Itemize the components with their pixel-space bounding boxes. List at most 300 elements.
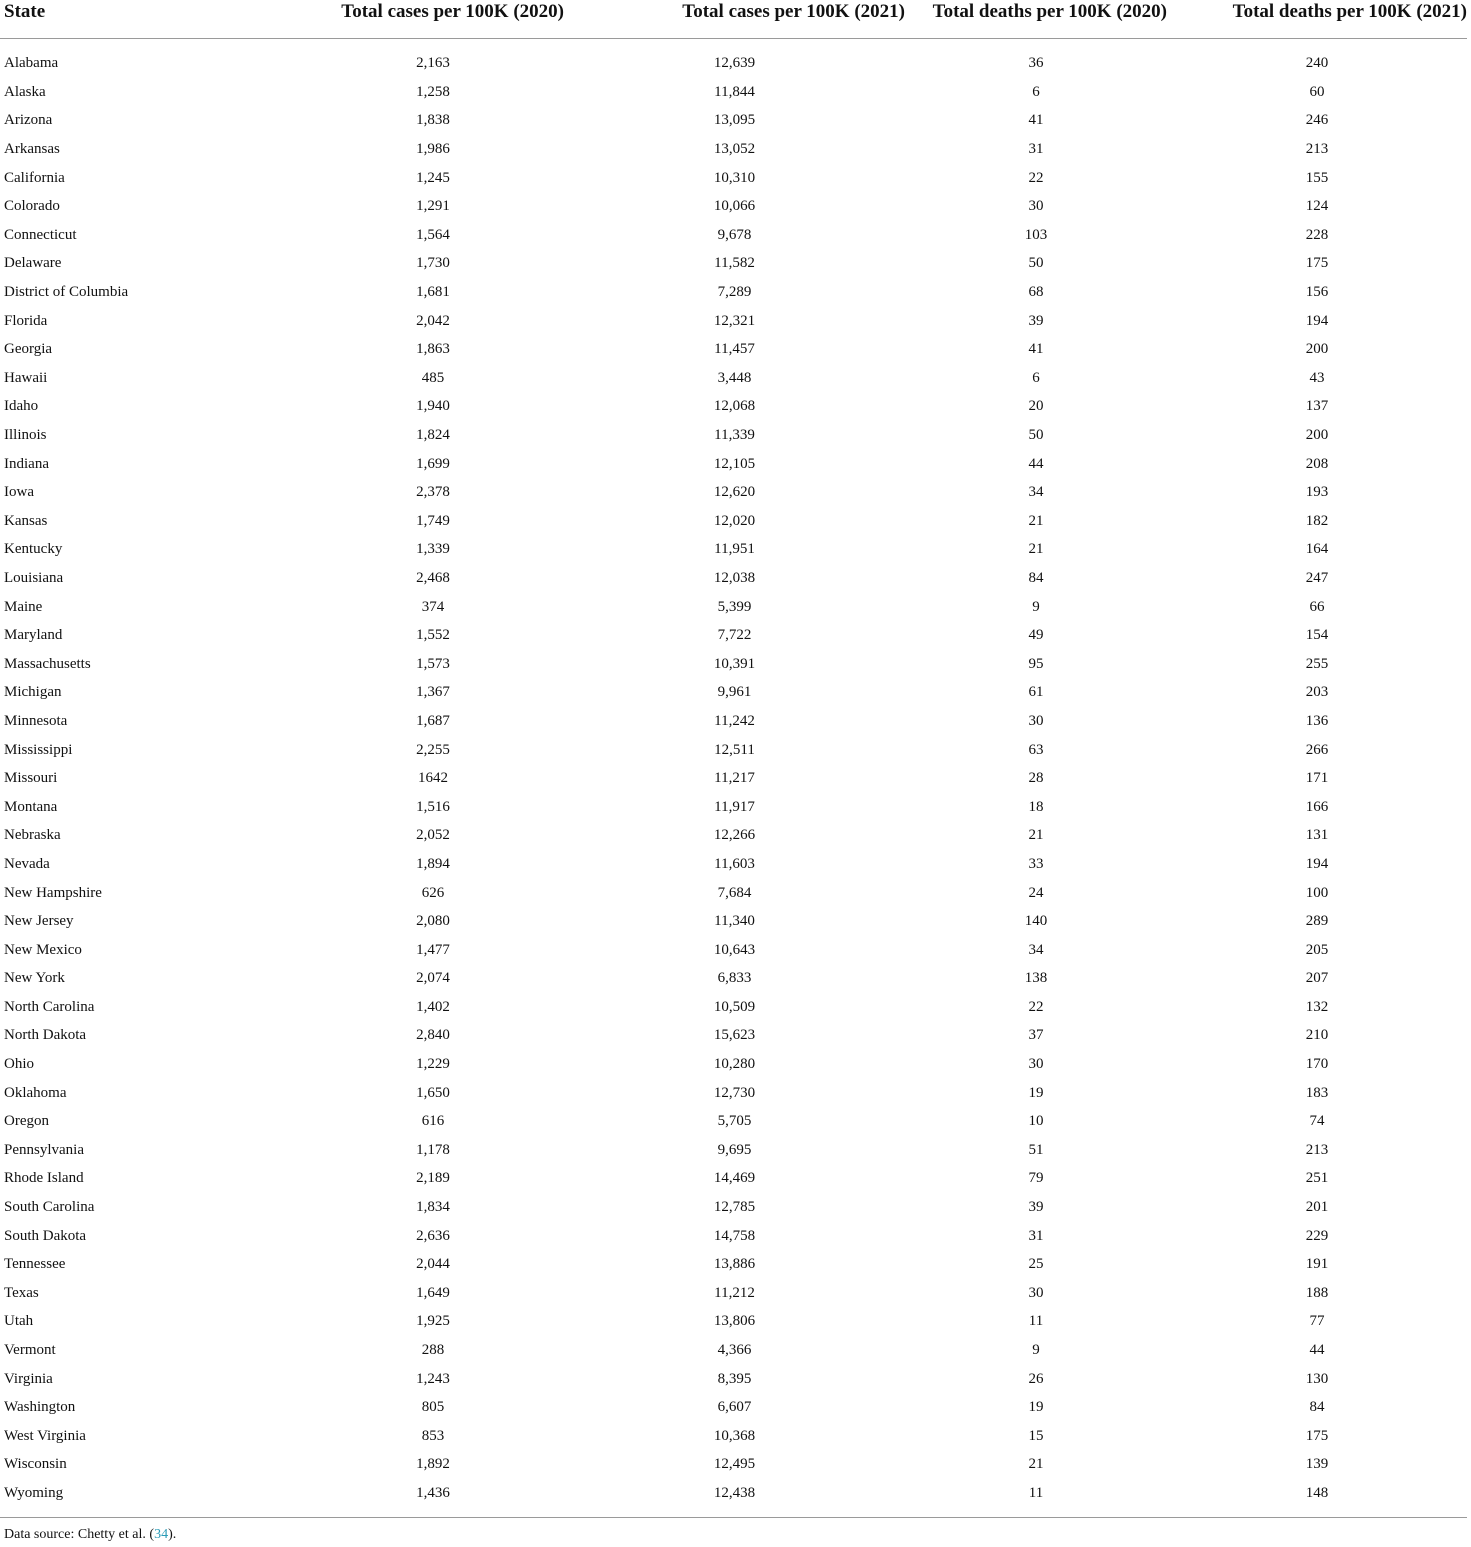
cell-deaths-2021: 175	[1305, 255, 1329, 272]
cell-cases-2021: 12,495	[713, 1456, 756, 1473]
cell-cases-2021: 12,438	[713, 1484, 756, 1501]
cell-deaths-2021: 213	[1305, 141, 1329, 158]
table-row	[0, 1250, 1467, 1279]
cell-state: Alabama	[4, 55, 59, 72]
cell-cases-2020: 1,681	[416, 284, 450, 301]
cell-deaths-2020: 25	[1028, 1256, 1044, 1273]
cell-cases-2021: 11,340	[714, 913, 755, 930]
cell-deaths-2021: 229	[1305, 1227, 1329, 1244]
cell-cases-2021: 12,511	[714, 741, 755, 758]
cell-deaths-2020: 21	[1028, 827, 1044, 844]
cell-deaths-2020: 6	[1032, 369, 1040, 386]
cell-deaths-2021: 203	[1305, 684, 1329, 701]
table-row	[0, 278, 1467, 307]
header-row	[0, 0, 1467, 39]
table-row	[0, 764, 1467, 793]
cell-state: Missouri	[4, 770, 58, 787]
cell-cases-2021: 10,066	[713, 198, 756, 215]
cell-deaths-2020: 63	[1028, 741, 1044, 758]
cell-deaths-2020: 39	[1028, 1199, 1044, 1216]
cell-cases-2020: 2,080	[416, 913, 450, 930]
cell-deaths-2020: 79	[1028, 1170, 1044, 1187]
table-row	[0, 821, 1467, 850]
footnote-suffix: ).	[168, 1527, 177, 1542]
cell-cases-2021: 14,469	[713, 1170, 756, 1187]
cell-deaths-2020: 41	[1028, 341, 1044, 358]
cell-cases-2021: 9,961	[717, 684, 752, 701]
table-row	[0, 735, 1467, 764]
cell-cases-2020: 1,834	[416, 1199, 450, 1216]
cell-deaths-2021: 200	[1305, 427, 1329, 444]
cell-deaths-2021: 213	[1305, 1141, 1329, 1158]
header-deaths-2020: Total deaths per 100K (2020)	[905, 0, 1167, 39]
table-row	[0, 39, 1467, 78]
cell-deaths-2021: 148	[1305, 1484, 1329, 1501]
cell-cases-2020: 1,477	[416, 941, 450, 958]
cell-cases-2020: 1,178	[416, 1141, 450, 1158]
cell-deaths-2021: 208	[1305, 455, 1329, 472]
cell-state: Kentucky	[4, 541, 63, 558]
cell-cases-2021: 12,068	[713, 398, 756, 415]
cell-state: North Carolina	[4, 998, 95, 1015]
cell-cases-2020: 1,573	[416, 655, 450, 672]
cell-cases-2021: 12,266	[713, 827, 756, 844]
table-row	[0, 392, 1467, 421]
cell-state: Idaho	[4, 398, 39, 415]
table-row	[0, 106, 1467, 135]
table-row	[0, 421, 1467, 450]
cell-state: Mississippi	[4, 741, 73, 758]
cell-cases-2021: 11,457	[714, 341, 755, 358]
cell-state: Louisiana	[4, 569, 64, 586]
cell-state: California	[4, 169, 65, 186]
cell-state: Iowa	[4, 484, 34, 501]
table-row	[0, 1021, 1467, 1050]
cell-deaths-2020: 103	[1024, 226, 1048, 243]
cell-cases-2021: 11,242	[714, 712, 755, 729]
table-row	[0, 78, 1467, 107]
cell-cases-2021: 13,886	[713, 1256, 756, 1273]
cell-deaths-2020: 33	[1028, 855, 1044, 872]
cell-cases-2021: 12,038	[713, 569, 756, 586]
table-row	[0, 964, 1467, 993]
cell-cases-2020: 1,258	[416, 83, 450, 100]
table-row	[0, 1393, 1467, 1422]
cell-deaths-2021: 210	[1305, 1027, 1329, 1044]
cell-cases-2020: 2,378	[416, 484, 450, 501]
cell-deaths-2020: 51	[1028, 1141, 1044, 1158]
cell-state: New Jersey	[4, 913, 74, 930]
cell-state: Wyoming	[4, 1484, 64, 1501]
table-row	[0, 535, 1467, 564]
cell-cases-2021: 9,678	[717, 226, 752, 243]
cell-cases-2020: 626	[421, 884, 445, 901]
cell-deaths-2021: 251	[1305, 1170, 1329, 1187]
cell-cases-2020: 1,243	[416, 1370, 450, 1387]
cell-cases-2020: 1,245	[416, 169, 450, 186]
cell-cases-2021: 12,105	[713, 455, 756, 472]
cell-deaths-2021: 130	[1305, 1370, 1329, 1387]
cell-cases-2020: 1,940	[416, 398, 450, 415]
cell-cases-2020: 1,649	[416, 1284, 450, 1301]
cell-state: Hawaii	[4, 369, 48, 386]
cell-deaths-2021: 200	[1305, 341, 1329, 358]
table-row	[0, 993, 1467, 1022]
cell-deaths-2021: 60	[1309, 83, 1325, 100]
cell-deaths-2020: 30	[1028, 198, 1044, 215]
cell-cases-2021: 10,280	[713, 1056, 756, 1073]
cell-deaths-2021: 246	[1305, 112, 1329, 129]
cell-deaths-2020: 18	[1028, 798, 1044, 815]
cell-cases-2020: 1,699	[416, 455, 450, 472]
cell-state: Arkansas	[4, 141, 60, 158]
cell-state: New York	[4, 970, 65, 987]
cell-deaths-2020: 140	[1024, 913, 1048, 930]
cell-deaths-2020: 30	[1028, 712, 1044, 729]
cell-deaths-2021: 136	[1305, 712, 1329, 729]
cell-state: Pennsylvania	[4, 1141, 84, 1158]
cell-deaths-2021: 155	[1305, 169, 1329, 186]
cell-state: Georgia	[4, 341, 53, 358]
cell-cases-2021: 10,643	[713, 941, 756, 958]
cell-cases-2020: 1,291	[416, 198, 450, 215]
cell-state: Ohio	[4, 1056, 34, 1073]
cell-deaths-2021: 77	[1309, 1313, 1325, 1330]
cell-cases-2021: 10,391	[713, 655, 756, 672]
cell-deaths-2021: 84	[1309, 1399, 1325, 1416]
cell-cases-2021: 12,020	[713, 512, 756, 529]
cell-deaths-2020: 37	[1028, 1027, 1044, 1044]
table-row	[0, 1164, 1467, 1193]
table-body	[0, 39, 1467, 1516]
cell-cases-2021: 11,844	[714, 83, 755, 100]
cell-cases-2020: 1,564	[416, 226, 450, 243]
table-row	[0, 364, 1467, 393]
cell-deaths-2020: 19	[1028, 1084, 1044, 1101]
cell-state: South Dakota	[4, 1227, 87, 1244]
cell-deaths-2021: 137	[1305, 398, 1329, 415]
header-state: State	[0, 0, 302, 39]
cell-cases-2021: 13,095	[713, 112, 756, 129]
cell-cases-2020: 853	[421, 1427, 445, 1444]
cell-cases-2020: 1,925	[416, 1313, 450, 1330]
cell-cases-2021: 6,607	[717, 1399, 752, 1416]
cell-deaths-2021: 74	[1309, 1113, 1325, 1130]
cell-cases-2021: 11,212	[714, 1284, 755, 1301]
cell-state: Delaware	[4, 255, 62, 272]
cell-deaths-2021: 175	[1305, 1427, 1329, 1444]
cell-cases-2021: 9,695	[717, 1141, 752, 1158]
cell-deaths-2020: 10	[1028, 1113, 1044, 1130]
cell-state: Oregon	[4, 1113, 49, 1130]
cell-deaths-2020: 61	[1028, 684, 1044, 701]
cell-deaths-2020: 21	[1028, 1456, 1044, 1473]
cell-deaths-2021: 44	[1309, 1342, 1325, 1359]
cell-state: Indiana	[4, 455, 49, 472]
footnote-prefix: Data source: Chetty et al. (	[4, 1527, 155, 1542]
cell-state: Nebraska	[4, 827, 61, 844]
cell-deaths-2020: 11	[1028, 1313, 1044, 1330]
cell-cases-2021: 8,395	[717, 1370, 752, 1387]
table-row	[0, 1364, 1467, 1393]
cell-cases-2021: 11,582	[714, 255, 755, 272]
cell-deaths-2021: 240	[1305, 55, 1329, 72]
cell-deaths-2020: 22	[1028, 169, 1044, 186]
cell-deaths-2021: 205	[1305, 941, 1329, 958]
cell-state: Oklahoma	[4, 1084, 67, 1101]
cell-cases-2021: 12,785	[713, 1199, 756, 1216]
table-row	[0, 649, 1467, 678]
cell-deaths-2021: 66	[1309, 598, 1325, 615]
table-row	[0, 621, 1467, 650]
table-row	[0, 1422, 1467, 1451]
cell-deaths-2021: 289	[1305, 913, 1329, 930]
cell-deaths-2021: 43	[1309, 369, 1325, 386]
cell-cases-2020: 1,892	[416, 1456, 450, 1473]
cell-cases-2021: 10,310	[713, 169, 756, 186]
cell-deaths-2020: 34	[1028, 484, 1044, 501]
table-row	[0, 878, 1467, 907]
cell-deaths-2020: 31	[1028, 1227, 1044, 1244]
table-row	[0, 478, 1467, 507]
cell-cases-2020: 1,730	[416, 255, 450, 272]
cell-cases-2021: 7,684	[717, 884, 752, 901]
cell-state: Wisconsin	[4, 1456, 67, 1473]
cell-cases-2021: 11,917	[714, 798, 755, 815]
cell-cases-2020: 1,863	[416, 341, 450, 358]
cell-state: North Dakota	[4, 1027, 87, 1044]
cell-cases-2020: 1,824	[416, 427, 450, 444]
cell-state: New Hampshire	[4, 884, 102, 901]
cell-cases-2021: 14,758	[713, 1227, 756, 1244]
cell-state: South Carolina	[4, 1199, 95, 1216]
table-row	[0, 592, 1467, 621]
header-cases-2021: Total cases per 100K (2021)	[564, 0, 905, 39]
cell-state: New Mexico	[4, 941, 82, 958]
cell-cases-2021: 15,623	[713, 1027, 756, 1044]
cell-deaths-2021: 183	[1305, 1084, 1329, 1101]
table-row	[0, 306, 1467, 335]
table-row	[0, 1336, 1467, 1365]
cell-deaths-2020: 49	[1028, 627, 1044, 644]
table-row	[0, 1136, 1467, 1165]
cell-deaths-2021: 191	[1305, 1256, 1329, 1273]
cell-deaths-2021: 139	[1305, 1456, 1329, 1473]
table-row	[0, 192, 1467, 221]
cell-cases-2020: 2,636	[416, 1227, 450, 1244]
cell-state: Montana	[4, 798, 58, 815]
cell-state: Vermont	[4, 1342, 56, 1359]
cell-cases-2020: 1,436	[416, 1484, 450, 1501]
cell-cases-2020: 1,749	[416, 512, 450, 529]
cell-cases-2021: 13,052	[713, 141, 756, 158]
cell-state: Minnesota	[4, 712, 68, 729]
cell-deaths-2021: 207	[1305, 970, 1329, 987]
cell-cases-2021: 11,217	[714, 770, 755, 787]
cell-deaths-2021: 193	[1305, 484, 1329, 501]
cell-deaths-2020: 39	[1028, 312, 1044, 329]
cell-deaths-2020: 41	[1028, 112, 1044, 129]
cell-cases-2021: 10,509	[713, 998, 756, 1015]
cell-cases-2021: 4,366	[717, 1342, 752, 1359]
cell-state: Alaska	[4, 83, 46, 100]
citation-link[interactable]: 34	[154, 1527, 169, 1542]
cell-deaths-2021: 255	[1305, 655, 1329, 672]
table-row	[0, 1479, 1467, 1516]
cell-deaths-2020: 50	[1028, 427, 1044, 444]
cell-deaths-2020: 30	[1028, 1284, 1044, 1301]
cell-deaths-2020: 11	[1028, 1484, 1044, 1501]
cell-state: District of Columbia	[4, 284, 129, 301]
cell-cases-2021: 5,399	[717, 598, 752, 615]
cell-deaths-2020: 34	[1028, 941, 1044, 958]
cell-deaths-2021: 156	[1305, 284, 1329, 301]
table-row	[0, 1193, 1467, 1222]
cell-cases-2020: 1,402	[416, 998, 450, 1015]
table-row	[0, 707, 1467, 736]
cell-cases-2020: 1,516	[416, 798, 450, 815]
cell-deaths-2021: 132	[1305, 998, 1329, 1015]
cell-deaths-2021: 131	[1305, 827, 1329, 844]
table-row	[0, 1078, 1467, 1107]
cell-deaths-2020: 22	[1028, 998, 1044, 1015]
cell-cases-2020: 288	[421, 1342, 445, 1359]
cell-cases-2021: 11,339	[714, 427, 755, 444]
cell-deaths-2021: 164	[1305, 541, 1329, 558]
cell-cases-2021: 7,289	[717, 284, 752, 301]
table-row	[0, 907, 1467, 936]
cell-cases-2020: 2,052	[416, 827, 450, 844]
cell-deaths-2020: 68	[1028, 284, 1044, 301]
table-header	[0, 0, 1467, 39]
table-row	[0, 564, 1467, 593]
cell-cases-2021: 7,722	[717, 627, 752, 644]
cell-cases-2021: 10,368	[713, 1427, 756, 1444]
cell-deaths-2021: 228	[1305, 226, 1329, 243]
cell-state: Maine	[4, 598, 43, 615]
table-row	[0, 135, 1467, 164]
cell-deaths-2021: 201	[1305, 1199, 1329, 1216]
cell-state: Maryland	[4, 627, 63, 644]
cell-cases-2020: 1,229	[416, 1056, 450, 1073]
cell-cases-2020: 1,894	[416, 855, 450, 872]
cell-state: Florida	[4, 312, 48, 329]
cell-cases-2020: 2,074	[416, 970, 450, 987]
cell-deaths-2021: 124	[1305, 198, 1329, 215]
cell-cases-2020: 2,189	[416, 1170, 450, 1187]
cell-deaths-2021: 247	[1305, 569, 1329, 586]
cell-cases-2020: 2,044	[416, 1256, 450, 1273]
cell-deaths-2020: 95	[1028, 655, 1044, 672]
cell-deaths-2021: 166	[1305, 798, 1329, 815]
table-row	[0, 850, 1467, 879]
table-row	[0, 221, 1467, 250]
cell-state: Michigan	[4, 684, 62, 701]
cell-deaths-2021: 182	[1305, 512, 1329, 529]
cell-state: Nevada	[4, 855, 50, 872]
cell-deaths-2021: 194	[1305, 855, 1329, 872]
cell-cases-2020: 2,840	[416, 1027, 450, 1044]
table-row	[0, 249, 1467, 278]
header-deaths-2021: Total deaths per 100K (2021)	[1167, 0, 1467, 39]
table-row	[0, 1221, 1467, 1250]
cell-cases-2020: 1,650	[416, 1084, 450, 1101]
cell-state: Connecticut	[4, 226, 77, 243]
cell-deaths-2021: 170	[1305, 1056, 1329, 1073]
cell-deaths-2020: 84	[1028, 569, 1044, 586]
cell-state: West Virginia	[4, 1427, 86, 1444]
bottom-rule	[0, 1517, 1467, 1518]
cell-cases-2021: 11,603	[714, 855, 755, 872]
cell-cases-2021: 12,321	[713, 312, 756, 329]
cell-cases-2021: 12,620	[713, 484, 756, 501]
cell-cases-2021: 13,806	[713, 1313, 756, 1330]
table-row	[0, 935, 1467, 964]
cell-deaths-2020: 31	[1028, 141, 1044, 158]
cell-cases-2020: 1642	[418, 770, 448, 787]
cell-state: Washington	[4, 1399, 76, 1416]
cell-cases-2020: 2,255	[416, 741, 450, 758]
cell-cases-2020: 1,552	[416, 627, 450, 644]
cell-deaths-2021: 100	[1305, 884, 1329, 901]
cell-deaths-2020: 26	[1028, 1370, 1044, 1387]
cell-deaths-2020: 9	[1032, 1342, 1040, 1359]
cell-cases-2020: 2,042	[416, 312, 450, 329]
cell-state: Massachusetts	[4, 655, 91, 672]
cell-deaths-2020: 138	[1024, 970, 1048, 987]
cell-cases-2021: 6,833	[717, 970, 752, 987]
table-row	[0, 1050, 1467, 1079]
cell-deaths-2020: 6	[1032, 83, 1040, 100]
table-row	[0, 792, 1467, 821]
cell-deaths-2020: 21	[1028, 512, 1044, 529]
cell-cases-2020: 2,163	[416, 55, 450, 72]
table-row	[0, 1450, 1467, 1479]
cell-deaths-2020: 36	[1028, 55, 1044, 72]
table-row	[0, 163, 1467, 192]
cell-cases-2020: 2,468	[416, 569, 450, 586]
cell-deaths-2021: 188	[1305, 1284, 1329, 1301]
table-row	[0, 335, 1467, 364]
data-source-footnote	[4, 1526, 176, 1544]
cell-deaths-2020: 21	[1028, 541, 1044, 558]
cell-deaths-2020: 24	[1028, 884, 1044, 901]
cell-cases-2020: 1,986	[416, 141, 450, 158]
cell-state: Arizona	[4, 112, 53, 129]
cell-state: Tennessee	[4, 1256, 66, 1273]
cell-deaths-2021: 154	[1305, 627, 1329, 644]
table-row	[0, 1279, 1467, 1308]
cell-deaths-2020: 50	[1028, 255, 1044, 272]
cell-cases-2020: 1,339	[416, 541, 450, 558]
cell-deaths-2021: 266	[1305, 741, 1329, 758]
cell-state: Kansas	[4, 512, 48, 529]
cell-deaths-2020: 28	[1028, 770, 1044, 787]
cell-state: Utah	[4, 1313, 34, 1330]
cell-deaths-2021: 171	[1305, 770, 1329, 787]
cell-deaths-2021: 194	[1305, 312, 1329, 329]
cell-cases-2020: 374	[421, 598, 445, 615]
table-row	[0, 678, 1467, 707]
table-row	[0, 1307, 1467, 1336]
cell-cases-2021: 11,951	[714, 541, 755, 558]
cell-deaths-2020: 19	[1028, 1399, 1044, 1416]
header-cases-2020: Total cases per 100K (2020)	[302, 0, 564, 39]
cell-cases-2021: 5,705	[717, 1113, 752, 1130]
cell-deaths-2020: 9	[1032, 598, 1040, 615]
cell-deaths-2020: 15	[1028, 1427, 1044, 1444]
cell-deaths-2020: 20	[1028, 398, 1044, 415]
